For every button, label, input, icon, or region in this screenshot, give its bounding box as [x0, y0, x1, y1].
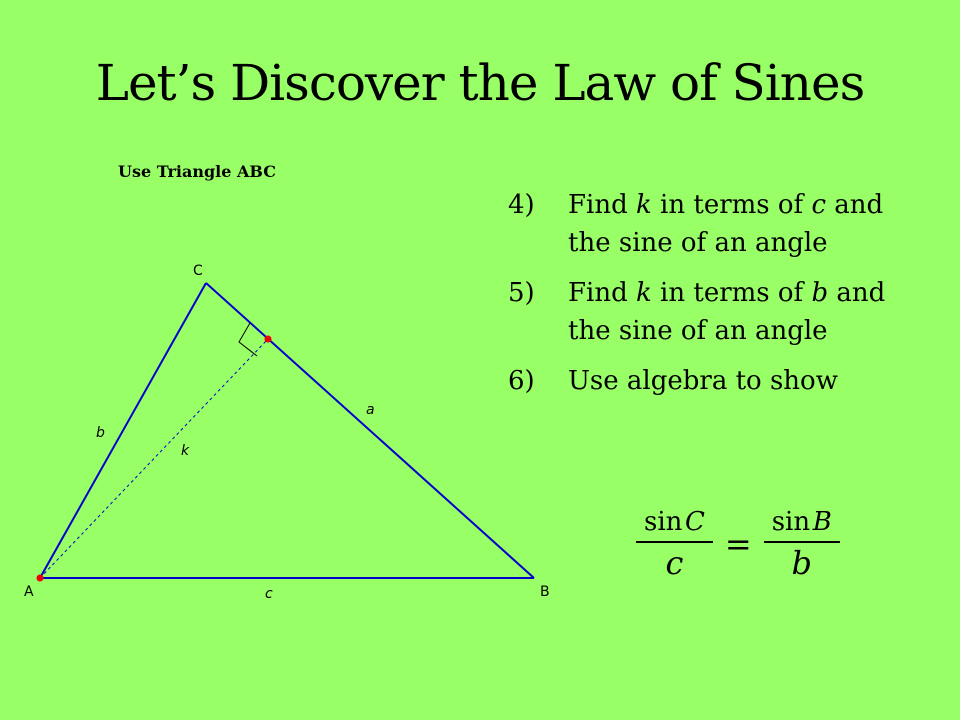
- slide-title: Let’s Discover the Law of Sines: [95, 54, 865, 112]
- fraction-right-denominator: b: [791, 544, 813, 582]
- vertex-label-B: B: [540, 584, 550, 600]
- altitude-label-k: k: [181, 443, 190, 459]
- right-angle-marker: [239, 323, 257, 356]
- step-item: [508, 362, 928, 400]
- side-label-b: b: [96, 425, 105, 441]
- step-item: [508, 274, 928, 350]
- law-of-sines-formula: [636, 505, 840, 583]
- fraction-right-numerator: sin B: [764, 505, 840, 543]
- step-number: 6): [508, 366, 535, 396]
- fraction-left: [636, 505, 713, 583]
- vertex-label-C: C: [193, 263, 203, 279]
- side-a-line: [206, 283, 534, 578]
- step-number: 5): [508, 278, 535, 308]
- step-number: 4): [508, 190, 535, 220]
- fraction-left-numerator: sin C: [636, 505, 713, 543]
- slide-subtitle: Use Triangle ABC: [118, 162, 276, 181]
- point-foot: [265, 336, 272, 343]
- step-item: [508, 186, 928, 262]
- step-text: Find k in terms of c and the sine of an angle: [568, 190, 884, 258]
- side-label-a: a: [366, 402, 375, 418]
- point-A: [37, 575, 44, 582]
- side-label-c: c: [265, 586, 273, 602]
- fraction-right: [764, 505, 840, 583]
- step-text: Use algebra to show: [568, 366, 838, 396]
- vertex-label-A: A: [24, 584, 34, 600]
- fraction-left-denominator: c: [665, 544, 684, 582]
- equals-sign: =: [724, 525, 752, 563]
- steps-list: [508, 186, 928, 412]
- step-text: Find k in terms of b and the sine of an angle: [568, 278, 886, 346]
